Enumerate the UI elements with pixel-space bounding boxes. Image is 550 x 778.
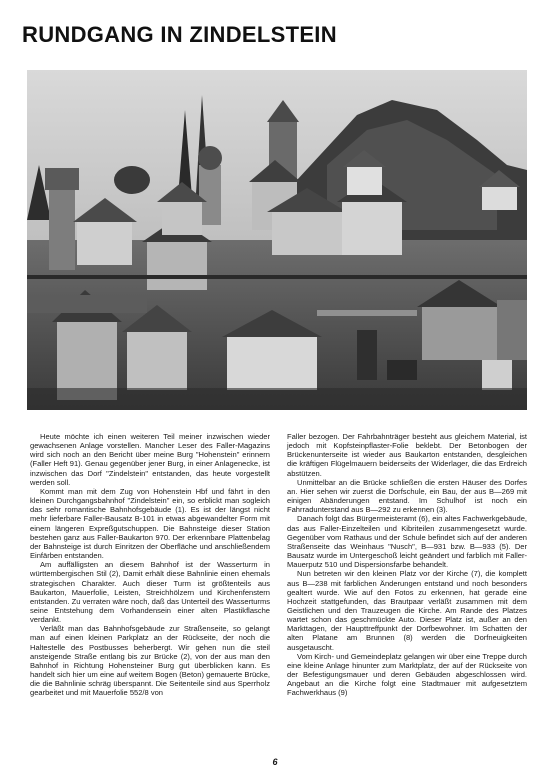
- paragraph: Vom Kirch- und Gemeindeplatz gelangen wir über eine Treppe durch eine kleine Anlage hinunter zum Marktplatz, der auf der Rückseite von der Befestigungsmauer und deren Gebäuden abgeschlossen wird. Angebaut an die Kirche folgt eine Stadtmauer mit aufgesetztem Fachwerkhaus (9): [287, 651, 527, 698]
- paragraph: Faller bezogen. Der Fahrbahnträger besteht aus gleichem Material, ist jedoch mit Kopfsteinpflaster-Folie beklebt. Der Betonbogen der Brückenunterseite ist wieder aus Baukarton entstanden, desgleichen die kräftigen Flügelmauern beiderseits der Widerlager, die das Erdreich abstützen.: [287, 432, 527, 478]
- article-title: RUNDGANG IN ZINDELSTEIN: [22, 22, 337, 47]
- paragraph: Unmittelbar an die Brücke schließen die ersten Häuser des Dorfes an. Hier sehen wir zuerst die Dorfschule, ein Bau, der aus B—269 mit einigen Abänderungen entstand. Im Schulhof ist noch ein Fahrradunterstand aus B—292 zu erkennen (3).: [287, 477, 527, 515]
- paragraph: Nun betreten wir den kleinen Platz vor der Kirche (7), die komplett aus B—238 mit farblichen Änderungen entstand und noch besonders gealtert wurde. Wie auf den Fotos zu erkennen, hat gerade eine Hochzeit stattgefunden, das Brautpaar verläßt zusammen mit dem Geistlichen und den Trauzeugen die Kirche. Am Rande des Platzes wartet schon das geschmückte Auto. Dieser Platz ist, außer an den Markttagen, der Haupttreffpunkt der Dorfbewohner. Im Schatten der alten Platane am Brunnen (8) werden die Dorfneuigkeiten ausgetauscht.: [287, 569, 527, 652]
- paragraph: Verläßt man das Bahnhofsgebäude zur Straßenseite, so gelangt man auf einen kleinen Parkplatz an der Rückseite, der noch die Haltestelle des Postbusses beherbergt. Wir gehen nun die steil ansteigende Straße entlang bis zur Brücke (2), von der aus man den Bahnhof in Richtung Hohensteiner Burg gut überblicken kann. Es handelt sich hier um eine auf weitem Bogen (Beton) gemauerte Brücke, die die Bahnlinie schräg überspannt. Die Seitenteile sind aus Sperrholz gearbeitet und mit Mauerfolie 552/8 von: [30, 624, 270, 698]
- article-column-left: [30, 432, 270, 698]
- paragraph: Kommt man mit dem Zug von Hohenstein Hbf und fährt in den kleinen Durchgangsbahnhof "Zindelstein" ein, so erblickt man sogleich das sehr romantische Bahnhofsgebäude (1). Es ist der längst nicht mehr lieferbare Faller-Bausatz B-101 in etwas abgewandelter Form mit einem längeren Expreßgutschuppen. Die Bahnsteige dieser Station bestehen ganz aus Faller-Baukarton 970. Der erkennbare Plattenbelag der Bahnsteige ist durch Einritzen der Oberfläche und anschließendem Einfärben entstanden.: [30, 486, 270, 561]
- paragraph: Am auffälligsten an diesem Bahnhof ist der Wasserturm in württembergischen Stil (2), Damit erhält diese Bahnlinie einen ehemals strategischen Charakter. Auch dieser Turm ist größtenteils aus Baukarton, Mauerfolie, Leisten, Streichhölzern und Kirchenfenstern entstanden. Zu verraten wäre noch, daß das Unterteil des Wasserturms seine Entstehung dem Vorhandensein einer alten Plastikflasche verdankt.: [30, 560, 270, 625]
- paragraph: Heute möchte ich einen weiteren Teil meiner inzwischen wieder gewachsenen Anlage vorstellen. Mancher Leser des Faller-Magazins wird sich noch an den Bericht über meine Burg "Hohenstein" erinnern (Faller Heft 91). Genau gegenüber jener Burg, in einer Anlagenecke, ist inzwischen das Dorf "Zindelstein" entstanden, das heute vorgestellt werden soll.: [30, 432, 270, 487]
- paragraph: Danach folgt das Bürgermeisteramt (6), ein altes Fachwerkgebäude, das aus Faller-Einzelteilen und Kibriteilen zusammengesetzt wurde. Gegenüber vom Rathaus und der Schule befindet sich auf der anderen Straßenseite das Weinhaus "Nusch", B—931 bzw. B—933 (5). Der Bausatz wurde im Untergeschoß leicht geändert und farblich mit Faller-Mauerputz 510 und Dispersionsfarbe behandelt.: [287, 514, 527, 570]
- article-column-right: [287, 432, 527, 698]
- page-number: 6: [272, 757, 278, 767]
- model-railway-photo: [27, 70, 527, 410]
